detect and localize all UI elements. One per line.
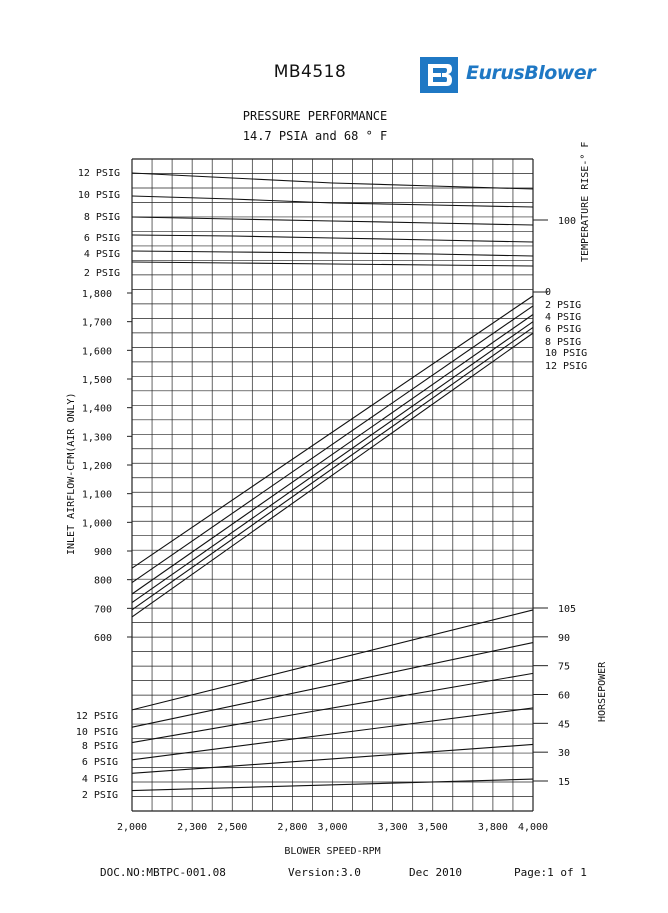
- x-tick-label: 2,800: [277, 822, 308, 833]
- horsepower-series-label: 8 PSIG: [81, 741, 118, 752]
- chart-title: PRESSURE PERFORMANCE: [242, 109, 388, 123]
- x-tick-label: 3,300: [377, 822, 408, 833]
- horsepower-series-label: 6 PSIG: [81, 757, 118, 768]
- temperature-series-label: 12 PSIG: [77, 168, 120, 179]
- y-tick-label: 1,300: [81, 432, 112, 444]
- chart-subtitle: 14.7 PSIA and 68 ° F: [242, 129, 388, 143]
- date: Dec 2010: [409, 866, 462, 879]
- temperature-tick-label: 100: [558, 216, 577, 227]
- x-tick-label: 2,500: [217, 822, 248, 833]
- x-tick-label: 2,000: [116, 822, 148, 833]
- horsepower-series-label: 2 PSIG: [81, 790, 118, 801]
- logo-wordmark: EurusBlower: [466, 62, 596, 84]
- y-tick-label: 1,000: [81, 518, 112, 530]
- y-tick-label: 800: [93, 575, 112, 587]
- y-axis-label-horsepower: HORSEPOWER: [597, 661, 608, 722]
- airflow-series-label: 0: [545, 287, 552, 298]
- temperature-series-label: 10 PSIG: [77, 190, 120, 201]
- x-tick-label: 3,000: [317, 822, 348, 833]
- horsepower-series-label: 12 PSIG: [75, 711, 118, 722]
- y-tick-label: 1,500: [81, 375, 112, 386]
- horsepower-tick-label: 75: [558, 661, 571, 673]
- horsepower-tick-label: 90: [558, 632, 571, 644]
- horsepower-tick-label: 105: [558, 604, 577, 615]
- airflow-series-label: 8 PSIG: [545, 337, 582, 348]
- y-tick-label: 1,800: [81, 289, 112, 300]
- horsepower-tick-label: 60: [558, 690, 571, 702]
- temperature-series-label: 2 PSIG: [83, 268, 120, 279]
- airflow-series-label: 6 PSIG: [545, 324, 582, 335]
- horsepower-series-label: 4 PSIG: [81, 774, 118, 785]
- airflow-series-label: 12 PSIG: [545, 361, 588, 372]
- x-axis-label: BLOWER SPEED-RPM: [284, 846, 381, 857]
- horsepower-series-label: 10 PSIG: [75, 727, 118, 738]
- model-number: MB4518: [273, 62, 347, 82]
- temperature-series-label: 6 PSIG: [83, 233, 120, 244]
- y-axis-label-temperature: TEMPERATURE RISE-° F: [580, 141, 591, 262]
- horsepower-tick-label: 30: [558, 748, 571, 760]
- horsepower-tick-label: 15: [558, 777, 571, 788]
- y-tick-label: 900: [93, 547, 112, 558]
- temperature-series-label: 8 PSIG: [83, 212, 120, 223]
- y-tick-label: 1,200: [81, 461, 112, 472]
- airflow-series-label: 2 PSIG: [545, 300, 582, 311]
- y-axis-label-airflow: INLET AIRFLOW-CFM(AIR ONLY): [66, 392, 77, 555]
- y-tick-label: 700: [93, 604, 112, 616]
- airflow-series-label: 4 PSIG: [545, 312, 582, 323]
- x-tick-label: 2,300: [177, 822, 208, 833]
- horsepower-tick-label: 45: [558, 719, 571, 731]
- version: Version:3.0: [288, 866, 361, 879]
- temperature-series-label: 4 PSIG: [83, 249, 120, 260]
- y-tick-label: 1,600: [81, 346, 112, 358]
- y-tick-label: 600: [93, 633, 112, 644]
- y-tick-label: 1,700: [81, 317, 112, 329]
- x-tick-label: 4,000: [517, 822, 549, 833]
- y-tick-label: 1,400: [81, 403, 112, 415]
- page-number: Page:1 of 1: [514, 866, 587, 879]
- x-tick-label: 3,800: [477, 822, 508, 833]
- x-tick-label: 3,500: [417, 822, 448, 833]
- airflow-series-label: 10 PSIG: [545, 348, 588, 359]
- doc-number: DOC.NO:MBTPC-001.08: [100, 866, 226, 879]
- y-tick-label: 1,100: [81, 489, 112, 501]
